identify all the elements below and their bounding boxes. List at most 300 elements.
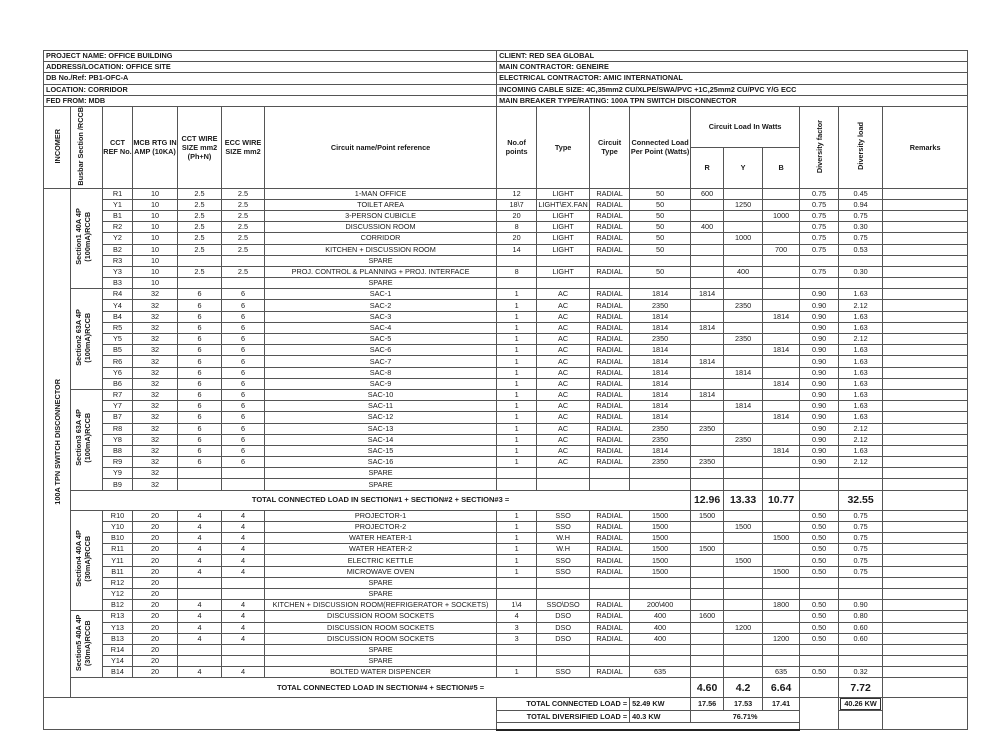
load-y xyxy=(724,311,763,322)
mcb-rating: 32 xyxy=(133,356,178,367)
ecc-wire-size: 6 xyxy=(222,345,265,356)
load-type: AC xyxy=(537,434,590,445)
remarks xyxy=(883,289,968,300)
connected-load: 1814 xyxy=(630,356,691,367)
connected-load: 400 xyxy=(630,622,691,633)
mcb-rating: 20 xyxy=(133,611,178,622)
diversity-load: 1.63 xyxy=(839,356,883,367)
mcb-rating: 20 xyxy=(133,521,178,532)
circuit-name: KITCHEN + DISCUSSION ROOM(REFRIGERATOR + SOCKETS) xyxy=(265,600,497,611)
circuit-name: SPARE xyxy=(265,577,497,588)
diversity-load: 1.63 xyxy=(839,345,883,356)
busbar-section-label: Section5 40A 4P (30mA)RCCB xyxy=(71,611,103,678)
ecc-wire-size: 4 xyxy=(222,521,265,532)
connected-load: 1500 xyxy=(630,566,691,577)
phase-total-y: 17.53 xyxy=(724,698,763,711)
remarks xyxy=(883,656,968,667)
diversity-load xyxy=(839,577,883,588)
incomer-label: 100A TPN SWITCH DISCONNECTOR xyxy=(44,188,71,698)
cct-wire-size: 6 xyxy=(178,367,222,378)
cct-wire-size: 6 xyxy=(178,334,222,345)
remarks xyxy=(883,356,968,367)
circuit-type: RADIAL xyxy=(590,510,630,521)
cct-wire-size: 6 xyxy=(178,345,222,356)
load-r xyxy=(691,412,724,423)
diversity-load: 0.32 xyxy=(839,667,883,678)
load-type: DSO xyxy=(537,633,590,644)
load-type: AC xyxy=(537,412,590,423)
load-r xyxy=(691,667,724,678)
points: 1 xyxy=(497,334,537,345)
mcb-rating: 32 xyxy=(133,345,178,356)
diversity-load: 2.12 xyxy=(839,457,883,468)
mcb-rating: 20 xyxy=(133,622,178,633)
diversity-factor: 0.90 xyxy=(800,423,839,434)
total-b: 10.77 xyxy=(763,490,800,510)
load-b xyxy=(763,255,800,266)
load-b xyxy=(763,544,800,555)
load-r xyxy=(691,555,724,566)
summary-df-blank xyxy=(800,698,839,730)
load-y xyxy=(724,457,763,468)
info-row xyxy=(44,95,968,106)
circuit-type: RADIAL xyxy=(590,322,630,333)
load-y xyxy=(724,222,763,233)
load-type xyxy=(537,479,590,490)
ecc-wire-size: 4 xyxy=(222,533,265,544)
points xyxy=(497,577,537,588)
table-row xyxy=(44,566,968,577)
connected-load: 1814 xyxy=(630,389,691,400)
ecc-wire-size: 4 xyxy=(222,566,265,577)
cct-ref: Y10 xyxy=(103,521,133,532)
load-y xyxy=(724,278,763,289)
remarks xyxy=(883,577,968,588)
points: 1 xyxy=(497,300,537,311)
mcb-rating: 20 xyxy=(133,633,178,644)
circuit-name: PROJ. CONTROL & PLANNING + PROJ. INTERFACE xyxy=(265,266,497,277)
load-b xyxy=(763,622,800,633)
header-connected-load: Connected Load Per Point (Watts) xyxy=(630,106,691,188)
cct-wire-size: 2.5 xyxy=(178,222,222,233)
remarks xyxy=(883,555,968,566)
mcb-rating: 32 xyxy=(133,334,178,345)
diversity-total-cell xyxy=(839,698,883,711)
circuit-type: RADIAL xyxy=(590,434,630,445)
points: 1 xyxy=(497,445,537,456)
cct-ref: Y2 xyxy=(103,233,133,244)
load-y: 2350 xyxy=(724,434,763,445)
points: 1\4 xyxy=(497,600,537,611)
circuit-name: SAC-16 xyxy=(265,457,497,468)
cct-wire-size xyxy=(178,656,222,667)
cct-ref: B11 xyxy=(103,566,133,577)
circuit-type: RADIAL xyxy=(590,378,630,389)
points xyxy=(497,656,537,667)
circuit-type xyxy=(590,588,630,599)
mcb-rating: 32 xyxy=(133,289,178,300)
total-diversity-load: 7.72 xyxy=(839,678,883,698)
ecc-wire-size: 2.5 xyxy=(222,244,265,255)
circuit-type: RADIAL xyxy=(590,544,630,555)
info-row xyxy=(44,62,968,73)
table-row xyxy=(44,222,968,233)
diversity-factor xyxy=(800,255,839,266)
ecc-wire-size: 4 xyxy=(222,633,265,644)
ecc-wire-size: 6 xyxy=(222,378,265,389)
table-row xyxy=(44,266,968,277)
circuit-type: RADIAL xyxy=(590,622,630,633)
load-r: 1814 xyxy=(691,389,724,400)
remarks xyxy=(883,611,968,622)
circuit-type: RADIAL xyxy=(590,611,630,622)
remarks xyxy=(883,510,968,521)
diversity-load: 1.63 xyxy=(839,322,883,333)
load-b: 1814 xyxy=(763,445,800,456)
location: LOCATION: CORRIDOR xyxy=(44,84,497,95)
load-y: 400 xyxy=(724,266,763,277)
remarks xyxy=(883,401,968,412)
points xyxy=(497,644,537,655)
connected-load: 400 xyxy=(630,611,691,622)
table-row xyxy=(44,633,968,644)
diversity-factor: 0.75 xyxy=(800,233,839,244)
load-y xyxy=(724,656,763,667)
cct-ref: Y8 xyxy=(103,434,133,445)
mcb-rating: 20 xyxy=(133,533,178,544)
load-r xyxy=(691,266,724,277)
mcb-rating: 32 xyxy=(133,468,178,479)
load-r xyxy=(691,521,724,532)
load-type xyxy=(537,468,590,479)
load-type: AC xyxy=(537,445,590,456)
mcb-rating: 32 xyxy=(133,378,178,389)
cct-wire-size xyxy=(178,255,222,266)
cct-ref: Y5 xyxy=(103,334,133,345)
ecc-wire-size: 4 xyxy=(222,510,265,521)
points: 20 xyxy=(497,210,537,221)
remarks xyxy=(883,345,968,356)
total-remarks xyxy=(883,490,968,510)
table-row xyxy=(44,401,968,412)
points: 12 xyxy=(497,188,537,199)
load-type: SSO xyxy=(537,566,590,577)
ecc-wire-size xyxy=(222,656,265,667)
circuit-name: SAC-6 xyxy=(265,345,497,356)
diversity-load: 2.12 xyxy=(839,300,883,311)
load-r xyxy=(691,479,724,490)
load-type: AC xyxy=(537,289,590,300)
mcb-rating: 10 xyxy=(133,233,178,244)
cct-wire-size: 4 xyxy=(178,533,222,544)
table-row xyxy=(44,600,968,611)
connected-load xyxy=(630,577,691,588)
diversity-load: 1.63 xyxy=(839,289,883,300)
load-b xyxy=(763,233,800,244)
cct-ref: R3 xyxy=(103,255,133,266)
load-b xyxy=(763,356,800,367)
ecc-wire-size: 2.5 xyxy=(222,199,265,210)
cct-wire-size: 6 xyxy=(178,322,222,333)
diversity-factor: 0.50 xyxy=(800,510,839,521)
db-ref: DB No./Ref: PB1-OFC-A xyxy=(44,73,497,84)
load-y xyxy=(724,322,763,333)
ecc-wire-size: 6 xyxy=(222,356,265,367)
remarks xyxy=(883,311,968,322)
cct-ref: B10 xyxy=(103,533,133,544)
header-ecc-wire: ECC WIRE SIZE mm2 xyxy=(222,106,265,188)
ecc-wire-size: 6 xyxy=(222,445,265,456)
cct-ref: R6 xyxy=(103,356,133,367)
cct-ref: Y12 xyxy=(103,588,133,599)
load-y: 1500 xyxy=(724,521,763,532)
column-header-row xyxy=(44,106,968,147)
load-type: W.H xyxy=(537,533,590,544)
remarks xyxy=(883,266,968,277)
header-diversity-load: Diversity load xyxy=(839,106,883,188)
connected-load: 1814 xyxy=(630,289,691,300)
diversity-load xyxy=(839,255,883,266)
circuit-type: RADIAL xyxy=(590,667,630,678)
connected-load: 50 xyxy=(630,222,691,233)
diversity-factor: 0.90 xyxy=(800,412,839,423)
load-b: 635 xyxy=(763,667,800,678)
cct-wire-size: 2.5 xyxy=(178,188,222,199)
cct-wire-size xyxy=(178,577,222,588)
total-r: 12.96 xyxy=(691,490,724,510)
cct-ref: R12 xyxy=(103,577,133,588)
ecc-wire-size: 2.5 xyxy=(222,188,265,199)
points: 1 xyxy=(497,434,537,445)
diversity-load xyxy=(839,656,883,667)
ecc-wire-size: 4 xyxy=(222,544,265,555)
table-row xyxy=(44,622,968,633)
circuit-type xyxy=(590,468,630,479)
ecc-wire-size xyxy=(222,278,265,289)
diversity-load: 0.60 xyxy=(839,633,883,644)
connected-load: 50 xyxy=(630,244,691,255)
ecc-wire-size xyxy=(222,588,265,599)
load-y xyxy=(724,667,763,678)
circuit-name: SAC-5 xyxy=(265,334,497,345)
total-r: 4.60 xyxy=(691,678,724,698)
load-r: 1814 xyxy=(691,322,724,333)
diversity-load: 1.63 xyxy=(839,412,883,423)
circuit-type: RADIAL xyxy=(590,555,630,566)
diversity-load: 0.75 xyxy=(839,555,883,566)
table-row xyxy=(44,233,968,244)
load-y xyxy=(724,345,763,356)
circuit-type: RADIAL xyxy=(590,311,630,322)
cct-ref: B3 xyxy=(103,278,133,289)
points: 8 xyxy=(497,266,537,277)
load-y xyxy=(724,445,763,456)
cct-ref: Y1 xyxy=(103,199,133,210)
cct-ref: B6 xyxy=(103,378,133,389)
mcb-rating: 20 xyxy=(133,600,178,611)
total-df xyxy=(800,678,839,698)
load-r xyxy=(691,300,724,311)
load-r xyxy=(691,244,724,255)
load-type: LIGHT xyxy=(537,266,590,277)
load-b xyxy=(763,266,800,277)
cct-wire-size: 6 xyxy=(178,434,222,445)
mcb-rating: 10 xyxy=(133,210,178,221)
table-row xyxy=(44,667,968,678)
load-type: LIGHT\EX.FAN xyxy=(538,199,588,209)
load-b xyxy=(763,434,800,445)
load-r xyxy=(691,255,724,266)
table-row xyxy=(44,434,968,445)
header-phase-y: Y xyxy=(724,147,763,188)
points: 1 xyxy=(497,423,537,434)
diversity-factor: 0.75 xyxy=(800,210,839,221)
circuit-name: TOILET AREA xyxy=(265,199,497,210)
ecc-wire-size xyxy=(222,644,265,655)
circuit-name: PROJECTOR-1 xyxy=(265,510,497,521)
mcb-rating: 10 xyxy=(133,188,178,199)
remarks xyxy=(883,644,968,655)
load-y xyxy=(724,188,763,199)
circuit-name: SAC-12 xyxy=(265,412,497,423)
diversity-factor: 0.90 xyxy=(800,367,839,378)
circuit-type: RADIAL xyxy=(590,389,630,400)
circuit-type xyxy=(590,479,630,490)
load-r xyxy=(691,445,724,456)
load-r xyxy=(691,622,724,633)
cct-ref: Y9 xyxy=(103,468,133,479)
circuit-name: WATER HEATER-1 xyxy=(265,533,497,544)
mcb-rating: 20 xyxy=(133,644,178,655)
mcb-rating: 32 xyxy=(133,389,178,400)
points: 1 xyxy=(497,533,537,544)
mcb-rating: 32 xyxy=(133,423,178,434)
points: 18\7 xyxy=(497,199,537,210)
main-breaker: MAIN BREAKER TYPE/RATING: 100A TPN SWITCH DISCONNECTOR xyxy=(497,95,968,106)
cct-wire-size: 4 xyxy=(178,667,222,678)
total-connected-label: TOTAL CONNECTED LOAD = xyxy=(497,698,630,711)
cct-ref: R13 xyxy=(103,611,133,622)
load-y: 1200 xyxy=(724,622,763,633)
mcb-rating: 20 xyxy=(133,667,178,678)
load-b xyxy=(763,656,800,667)
circuit-name: SPARE xyxy=(265,656,497,667)
electrical-contractor: ELECTRICAL CONTRACTOR: AMIC INTERNATIONAL xyxy=(497,73,968,84)
load-y xyxy=(724,566,763,577)
diversity-factor: 0.50 xyxy=(800,633,839,644)
cct-ref: B5 xyxy=(103,345,133,356)
circuit-type: RADIAL xyxy=(590,401,630,412)
cct-wire-size: 6 xyxy=(178,389,222,400)
circuit-name: SPARE xyxy=(265,255,497,266)
ecc-wire-size: 6 xyxy=(222,322,265,333)
points: 1 xyxy=(497,667,537,678)
remarks xyxy=(883,434,968,445)
diversity-factor: 0.90 xyxy=(800,434,839,445)
header-circuit-name: Circuit name/Point reference xyxy=(265,106,497,188)
load-type: AC xyxy=(537,311,590,322)
cct-ref: R11 xyxy=(103,544,133,555)
mcb-rating: 10 xyxy=(133,244,178,255)
total-diversified-value: 40.3 KW xyxy=(630,711,691,722)
circuit-type xyxy=(590,278,630,289)
table-row xyxy=(44,210,968,221)
diversity-factor: 0.75 xyxy=(800,188,839,199)
remarks xyxy=(883,322,968,333)
load-r xyxy=(691,434,724,445)
diversity-factor: 0.50 xyxy=(800,533,839,544)
load-type: AC xyxy=(537,401,590,412)
cct-ref: Y4 xyxy=(103,300,133,311)
header-points: No.of points xyxy=(497,106,537,188)
cct-wire-size xyxy=(178,468,222,479)
load-r xyxy=(691,334,724,345)
points: 1 xyxy=(497,412,537,423)
load-y: 1250 xyxy=(724,199,763,210)
connected-load: 2350 xyxy=(630,457,691,468)
remarks xyxy=(883,389,968,400)
ecc-wire-size: 6 xyxy=(222,423,265,434)
address-location: ADDRESS/LOCATION: OFFICE SITE xyxy=(44,62,497,73)
connected-load: 50 xyxy=(630,266,691,277)
diversity-load: 2.12 xyxy=(839,334,883,345)
mcb-rating: 20 xyxy=(133,510,178,521)
load-b xyxy=(763,423,800,434)
load-y xyxy=(724,544,763,555)
summary-blank-3 xyxy=(497,722,800,730)
circuit-type xyxy=(590,656,630,667)
cct-wire-size: 4 xyxy=(178,521,222,532)
cct-wire-size: 4 xyxy=(178,544,222,555)
load-type: LIGHT xyxy=(537,222,590,233)
diversity-load xyxy=(839,644,883,655)
table-row xyxy=(44,300,968,311)
diversity-factor xyxy=(800,479,839,490)
client: CLIENT: RED SEA GLOBAL xyxy=(497,51,968,62)
diversity-factor xyxy=(800,644,839,655)
mcb-rating: 20 xyxy=(133,577,178,588)
table-row xyxy=(44,255,968,266)
circuit-name: DISCUSSION ROOM SOCKETS xyxy=(265,611,497,622)
ecc-wire-size xyxy=(222,255,265,266)
load-y: 2350 xyxy=(724,300,763,311)
load-y xyxy=(724,577,763,588)
points: 1 xyxy=(497,457,537,468)
cct-ref: B8 xyxy=(103,445,133,456)
diversity-factor xyxy=(800,588,839,599)
total-diversity-load: 32.55 xyxy=(839,490,883,510)
circuit-type: RADIAL xyxy=(590,300,630,311)
cct-wire-size xyxy=(178,644,222,655)
circuit-name: SAC-4 xyxy=(265,322,497,333)
table-row xyxy=(44,468,968,479)
connected-load: 2350 xyxy=(630,434,691,445)
table-row xyxy=(44,378,968,389)
connected-load: 1814 xyxy=(630,445,691,456)
header-busbar: Busbar Section /RCCB xyxy=(71,106,103,188)
load-r xyxy=(691,588,724,599)
circuit-type: RADIAL xyxy=(590,566,630,577)
section-total-label: TOTAL CONNECTED LOAD IN SECTION#4 + SECTION#5 = xyxy=(71,678,691,698)
points: 1 xyxy=(497,289,537,300)
connected-load xyxy=(630,644,691,655)
mcb-rating: 20 xyxy=(133,566,178,577)
load-r: 1814 xyxy=(691,356,724,367)
diversity-load xyxy=(839,479,883,490)
connected-load: 2350 xyxy=(630,334,691,345)
circuit-name: SPARE xyxy=(265,588,497,599)
circuit-name: 3-PERSON CUBICLE xyxy=(265,210,497,221)
